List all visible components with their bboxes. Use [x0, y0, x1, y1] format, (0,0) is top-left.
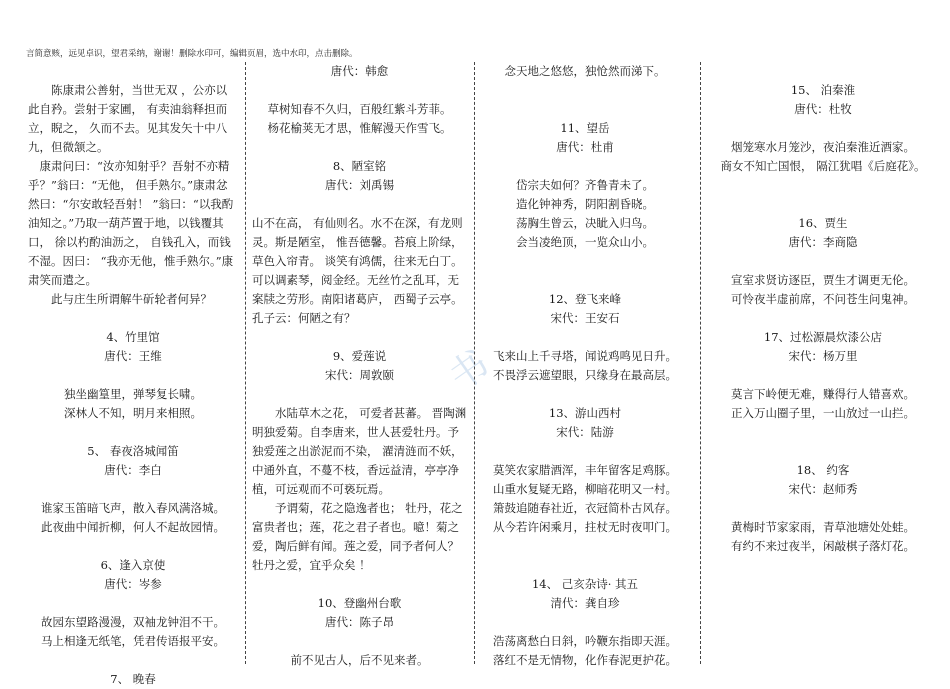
- poem-title: 15、 泊秦淮: [790, 83, 856, 97]
- poem-line: 山重水复疑无路，柳暗花明又一村。: [493, 482, 677, 496]
- column-divider-3: [700, 62, 701, 664]
- poem-title: 13、游山西村: [548, 406, 622, 420]
- poem-title: 16、贾生: [798, 216, 848, 230]
- poem-line: 宣室求贤访逐臣，贾生才调更无伦。: [731, 273, 915, 287]
- poem-title: 18、 约客: [796, 463, 850, 477]
- poem-author: 唐代：杜牧: [794, 102, 852, 116]
- prose-paragraph: 予谓菊，花之隐逸者也； 牡丹，花之富贵者也；莲，花之君子者也。噫！菊之爱，陶后鲜有闻。莲之爱，同予者何人？牡丹之爱，宜乎众矣 ！: [252, 501, 463, 572]
- poem-author: 唐代：陈子昂: [325, 615, 394, 629]
- poem-author: 唐代：杜甫: [556, 140, 614, 154]
- poem-line: 会当凌绝顶，一览众山小。: [516, 235, 654, 249]
- prose-paragraph: 陈康肃公善射，当世无双 ，公亦以此自矜。尝射于家圃， 有卖油翁释担而立，睨之， 久而不去。见其发矢十中八九，但微颔之。: [28, 83, 228, 154]
- page-header-note: 言简意赅，远见卓识，望君采纳，谢谢！删除水印可，编辑页眉，选中水印，点击删除。: [26, 49, 358, 59]
- poem-line: 莫言下岭便无难，赚得行人错喜欢。: [731, 387, 915, 401]
- prose-paragraph: 康肃问曰：“汝亦知射乎？吾射不亦精乎？”翁曰：“无他， 但手熟尔。”康肃忿然曰：“尔安敢轻吾射！ ”翁曰：“以我酌油知之。”乃取一葫芦置于地，以钱覆其口， 徐以杓酌油沥之， 自钱孔入，而钱不湿。因曰： “我亦无他，惟手熟尔。”康肃笑而遣之。: [28, 159, 234, 287]
- poem-title: 17、过松源晨炊漆公店: [763, 330, 883, 344]
- poem-author: 清代：龚自珍: [550, 596, 620, 610]
- poem-title: 10、登幽州台歌: [317, 596, 402, 610]
- poem-title: 5、 春夜洛城闻笛: [87, 444, 179, 458]
- poem-line: 荡胸生曾云，决眦入归鸟。: [516, 216, 654, 230]
- column-1: [28, 62, 238, 689]
- poem-author: 唐代：李白: [104, 463, 162, 477]
- poem-line: 马上相逢无纸笔，凭君传语报平安。: [41, 634, 225, 648]
- poem-line: 此夜曲中闻折柳，何人不起故园情。: [41, 520, 225, 534]
- poem-author: 宋代：赵师秀: [788, 482, 858, 496]
- poem-line: 谁家玉笛暗飞声，散入春风满洛城。: [41, 501, 225, 515]
- poem-title: 4、竹里馆: [106, 330, 160, 344]
- poem-line: 岱宗夫如何？齐鲁青未了。: [516, 178, 654, 192]
- poem-title: 14、 己亥杂诗· 其五: [531, 577, 639, 591]
- poem-author: 唐代：李商隐: [788, 235, 858, 249]
- poem-title: 8、陋室铭: [332, 159, 387, 173]
- poem-line: 造化钟神秀，阴阳割昏晓。: [516, 197, 654, 211]
- poem-title: 9、爱莲说: [332, 349, 387, 363]
- poem-line: 落红不是无情物，化作春泥更护花。: [493, 653, 677, 667]
- poem-line: 可怜夜半虚前席，不问苍生问鬼神。: [731, 292, 915, 306]
- poem-line: 正入万山圈子里，一山放过一山拦。: [731, 406, 915, 420]
- poem-title: 6、逢入京使: [100, 558, 166, 572]
- poem-line: 黄梅时节家家雨，青草池塘处处蛙。: [731, 520, 915, 534]
- poem-title: 7、 晚春: [110, 672, 156, 686]
- poem-title: 11、望岳: [560, 121, 610, 135]
- poem-line: 独坐幽篁里，弹琴复长啸。: [64, 387, 202, 401]
- column-4: [712, 62, 934, 556]
- prose-paragraph: 水陆草木之花， 可爱者甚蕃。 晋陶渊明独爱菊。自李唐来，世人甚爱牡丹。予独爱莲之出淤泥而不染， 濯清涟而不妖，中通外直，不蔓不枝，香远益清，亭亭净植，可远观而不可亵玩焉。: [252, 406, 467, 496]
- column-2: [252, 62, 467, 670]
- poem-author: 唐代：岑参: [104, 577, 162, 591]
- poem-line: 深林人不知，明月来相照。: [64, 406, 202, 420]
- poem-author: 宋代：陆游: [556, 425, 614, 439]
- poem-author: 唐代：王维: [104, 349, 162, 363]
- prose-paragraph: 山不在高， 有仙则名。水不在深，有龙则灵。斯是陋室， 惟吾德馨。苔痕上阶绿， 草色入帘青。 谈笑有鸿儒，往来无白丁。可以调素琴，阅金经。无丝竹之乱耳，无案牍之劳形。南阳诸葛庐， 西蜀子云亭。孔子云：何陋之有？: [252, 216, 463, 325]
- poem-title: 12、登飞来峰: [548, 292, 622, 306]
- poem-author: 宋代：杨万里: [788, 349, 858, 363]
- poem-line: 商女不知亡国恨， 隔江犹唱《后庭花》。: [720, 159, 926, 173]
- prose-paragraph: 此与庄生所谓解牛斫轮者何异？: [51, 292, 212, 306]
- poem-line: 不畏浮云遮望眼，只缘身在最高层。: [493, 368, 677, 382]
- poem-line: 箫鼓追随春社近，衣冠简朴古风存。: [493, 501, 677, 515]
- poem-line: 前不见古人，后不见来者。: [290, 653, 429, 667]
- poem-line: 故园东望路漫漫，双袖龙钟泪不干。: [41, 615, 225, 629]
- watermark-text: 书: [440, 341, 498, 400]
- column-divider-1: [245, 62, 246, 664]
- poem-line: 浩荡离愁白日斜，吟鞭东指即天涯。: [493, 634, 677, 648]
- poem-author: 宋代：王安石: [550, 311, 620, 325]
- poem-line: 烟笼寒水月笼沙，夜泊秦淮近酒家。: [731, 140, 915, 154]
- column-divider-2: [474, 62, 475, 664]
- column-3: [485, 62, 685, 670]
- poem-line: 有约不来过夜半，闲敲棋子落灯花。: [731, 539, 915, 553]
- poem-line: 飞来山上千寻塔，闻说鸡鸣见日升。: [493, 349, 677, 363]
- poem-author: 宋代：周敦颐: [325, 368, 394, 382]
- poem-line: 念天地之悠悠，独怆然而涕下。: [504, 64, 666, 78]
- poem-line: 草树知春不久归，百般红紫斗芳菲。: [267, 102, 452, 116]
- poem-author: 唐代：刘禹锡: [325, 178, 394, 192]
- poem-line: 杨花榆荚无才思，惟解漫天作雪飞。: [267, 121, 452, 135]
- poem-line: 莫笑农家腊酒浑，丰年留客足鸡豚。: [493, 463, 677, 477]
- poem-author: 唐代：韩愈: [330, 64, 389, 78]
- poem-line: 从今若许闲乘月，拄杖无时夜叩门。: [493, 520, 677, 534]
